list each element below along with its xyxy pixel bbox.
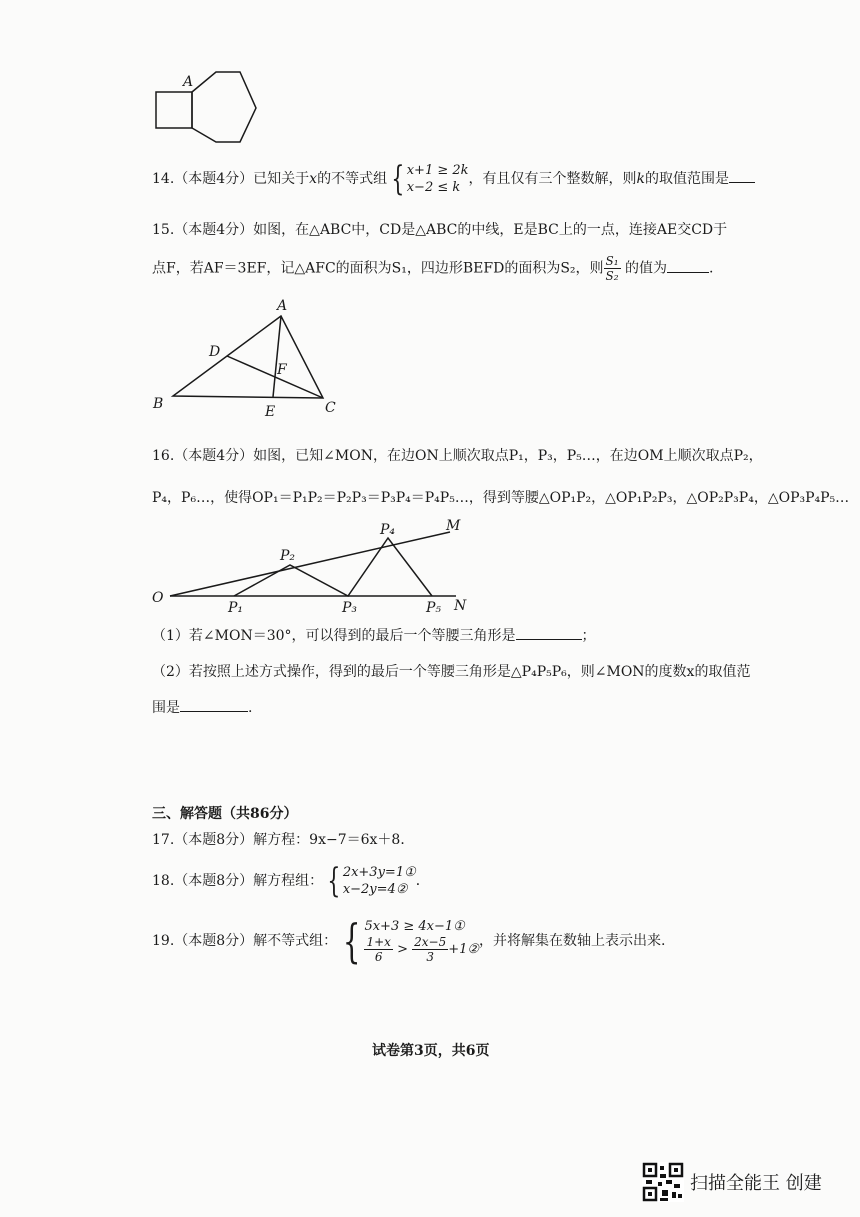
label-m: M [446, 518, 461, 534]
label-b: B [153, 396, 164, 412]
label-p2: P₂ [280, 548, 296, 564]
question-15-line-1: 15.（本题4分）如图，在△ABC中，CD是△ABC的中线，E是BC上的一点，连接AE交CD于 [152, 222, 728, 238]
zigzag-segments [234, 538, 432, 596]
triangle-figure [145, 296, 355, 424]
label-f: F [277, 362, 287, 378]
question-16-line-1: 16.（本题4分）如图，已知∠MON，在边ON上顺次取点P₁，P₃，P₅…，在边OM上顺次取点P₂， [152, 448, 763, 464]
scanner-logo-text: 扫描全能王 创建 [690, 1173, 822, 1194]
inequality-system-19: { 5x+3 ≥ 4x−1① $\frac{1+x}{6}$ > $\frac{2x-5}{3}$ +1② [343, 914, 480, 968]
answer-blank-16-2[interactable] [180, 711, 248, 712]
section-3-heading: 三、解答题（共86分） [152, 806, 298, 822]
question-14: 14.（本题4分）已知关于x的不等式组 { x+1 ≥ 2k x−2 ≤ k ，有且仅有三个整数解，则k的取值范围是 [152, 162, 755, 196]
area-ratio-fraction: $\frac{\text{S₁}}{\text{S₂}}$ [605, 254, 619, 283]
square-shape [156, 92, 192, 128]
question-15-line-2: 点F，若AF＝3EF，记△AFC的面积为S₁，四边形BEFD的面积为S₂，则 $\frac{\text{S₁}}{\text{S₂}}$ 的值为 . [152, 254, 714, 283]
hexagon-shape [192, 72, 256, 142]
segment-ae [273, 316, 281, 397]
square-hexagon-figure [140, 68, 270, 150]
question-16-part-2-cont: 围是 . [152, 700, 253, 716]
page-footer: 试卷第3页，共6页 [372, 1043, 490, 1059]
qr-code-icon [642, 1162, 684, 1202]
label-p5: P₅ [426, 600, 442, 616]
scanner-logo [642, 1162, 822, 1202]
question-17: 17.（本题8分）解方程：9x−7＝6x＋8． [152, 832, 415, 848]
label-e: E [265, 404, 276, 420]
label-a: A [277, 298, 288, 314]
question-19: 19.（本题8分）解不等式组： { 5x+3 ≥ 4x−1① $\frac{1+x}{6}$ > $\frac{2x-5}{3}$ +1② ，并将解集在数轴上表示出来. [152, 914, 666, 968]
inequality-system: { x+1 ≥ 2k x−2 ≤ k [391, 159, 469, 199]
triangle-abc [173, 316, 323, 398]
label-n: N [454, 598, 467, 614]
question-16-line-2: P₄，P₆…，使得OP₁＝P₁P₂＝P₂P₃＝P₃P₄＝P₄P₅…，得到等腰△OP₁P₂，△OP₁P₂P₃，△OP₂P₃P₄，△OP₃P₄P₅… [152, 490, 850, 506]
angle-figure [150, 514, 480, 618]
label-p1: P₁ [228, 600, 244, 616]
question-16-part-2: （2）若按照上述方式操作，得到的最后一个等腰三角形是△P₄P₅P₆，则∠MON的度数x的取值范 [152, 664, 751, 680]
question-18: 18.（本题8分）解方程组： { 2x+3y=1① x−2y=4② ． [152, 861, 430, 901]
answer-blank-16-1[interactable] [516, 639, 582, 640]
equation-system: { 2x+3y=1① x−2y=4② [327, 861, 416, 901]
label-p4: P₄ [380, 522, 396, 538]
question-16-part-1: （1）若∠MON＝30°，可以得到的最后一个等腰三角形是 ； [152, 628, 596, 644]
label-p3: P₃ [342, 600, 358, 616]
point-a-label: A [183, 74, 194, 90]
label-d: D [209, 344, 221, 360]
answer-blank-15[interactable] [667, 272, 709, 273]
label-c: C [325, 400, 336, 416]
label-o: O [152, 590, 164, 606]
answer-blank-14[interactable] [729, 182, 755, 183]
